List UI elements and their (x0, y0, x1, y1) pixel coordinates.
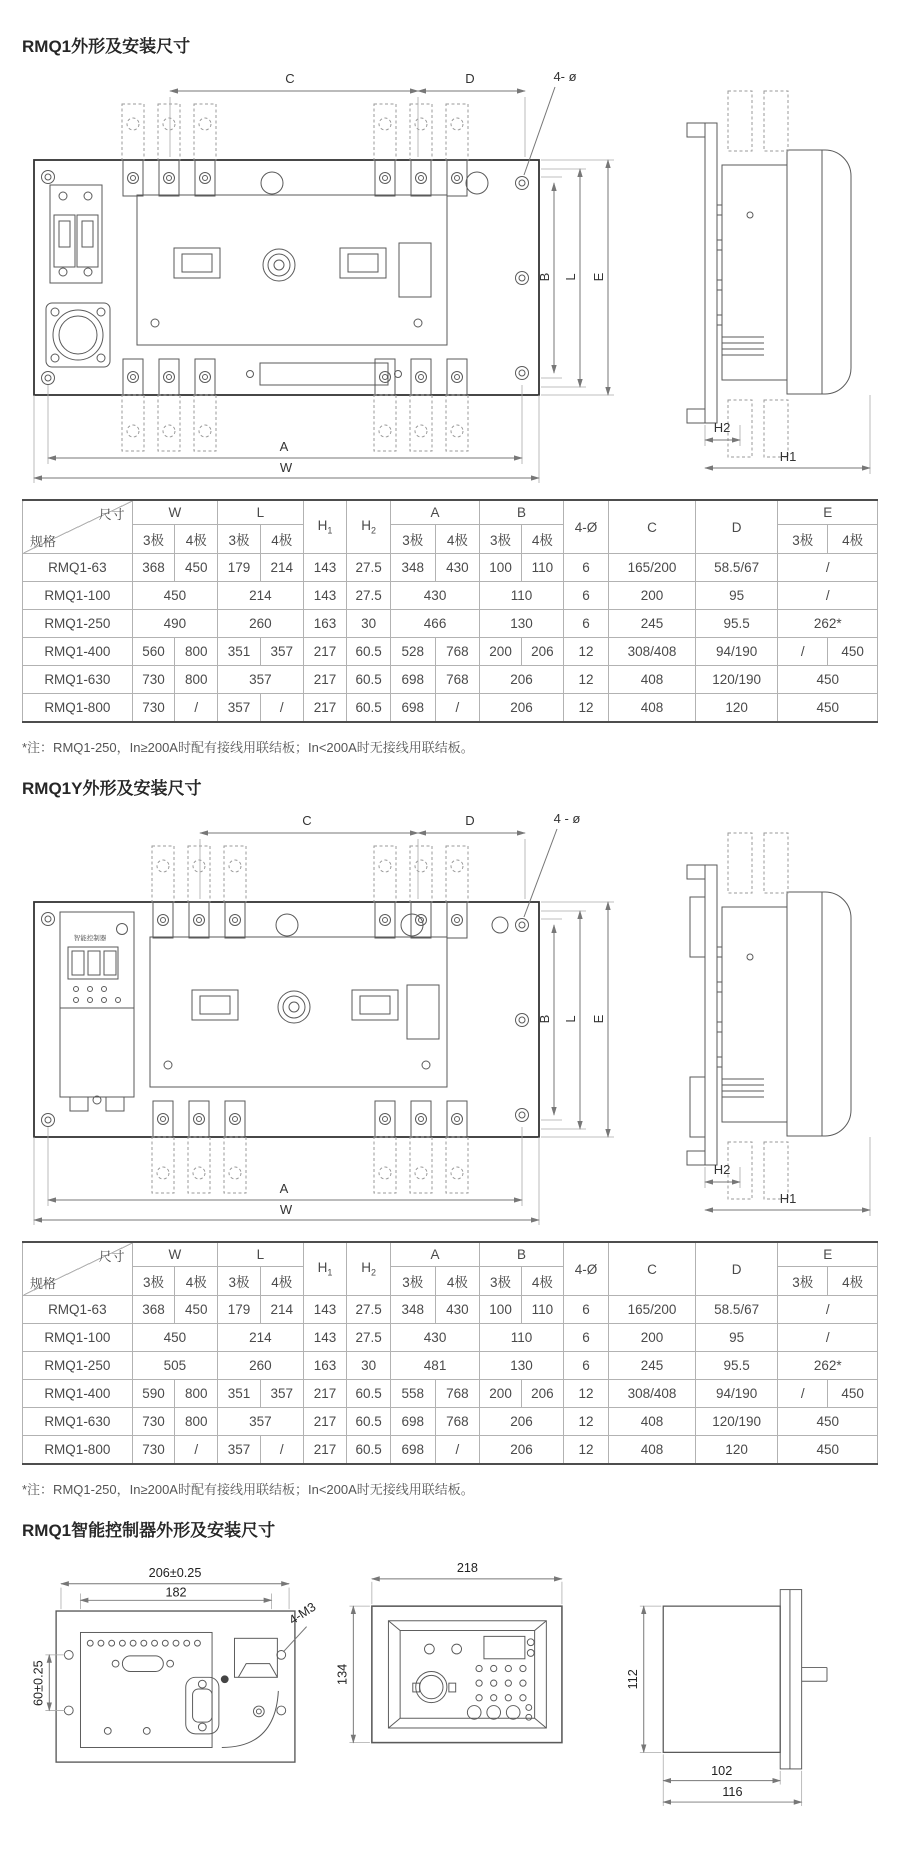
dim-B: B (537, 1014, 552, 1024)
dim-value: 200 (609, 1324, 695, 1352)
controller-rear-view (22, 1549, 324, 1829)
dim-value: 27.5 (347, 582, 391, 610)
dim-value: 6 (563, 1352, 609, 1380)
dim-value: 27.5 (347, 1324, 391, 1352)
controller-front-view (328, 1549, 591, 1829)
dim-value: 450 (132, 1324, 218, 1352)
dim-value: 60.5 (347, 1380, 391, 1408)
dim-value: 110 (480, 1324, 564, 1352)
col-header: D (695, 1242, 778, 1296)
dim-value: 200 (480, 638, 522, 666)
col-subheader: 3极 (778, 1267, 828, 1296)
dim-value: 408 (609, 1408, 695, 1436)
rmq1y-outline-drawing (22, 807, 878, 1227)
model-label: RMQ1-63 (23, 554, 133, 582)
table-row (23, 610, 878, 638)
dim-value: 217 (303, 694, 347, 723)
dim-4o: 4 - ø (553, 811, 581, 826)
dim-value: 6 (563, 1296, 609, 1324)
col-subheader: 3极 (390, 525, 435, 554)
dim-value: 95 (695, 1324, 778, 1352)
rmq1y-table-mount (22, 1241, 878, 1465)
dim-60: 60±0.25 (31, 1660, 46, 1706)
dim-value: 60.5 (347, 694, 391, 723)
dim-value: 130 (480, 610, 564, 638)
dim-H2: H2 (713, 420, 731, 435)
dim-value: 698 (390, 1436, 435, 1465)
dim-value: 558 (390, 1380, 435, 1408)
dim-value: / (778, 1380, 828, 1408)
col-header: $H_1$ (303, 500, 347, 554)
col-header: W (132, 1242, 218, 1267)
dim-value: 95.5 (695, 610, 778, 638)
dim-value: 179 (218, 1296, 261, 1324)
dim-206: 206±0.25 (148, 1565, 202, 1580)
dim-H1: H1 (779, 1191, 797, 1206)
dim-value: 30 (347, 610, 391, 638)
col-header: B (480, 1242, 564, 1267)
dim-value: 450 (778, 1436, 878, 1465)
dim-value: 430 (390, 1324, 479, 1352)
dim-value: 430 (390, 582, 479, 610)
dim-value: 368 (132, 554, 175, 582)
dim-value: 560 (132, 638, 175, 666)
dim-value: 206 (480, 1436, 564, 1465)
model-label: RMQ1-400 (23, 1380, 133, 1408)
dim-value: 217 (303, 1436, 347, 1465)
controller-side-view (595, 1549, 878, 1829)
dim-L: L (563, 1015, 578, 1023)
dim-value: 30 (347, 1352, 391, 1380)
col-header: L (218, 1242, 304, 1267)
table-row (23, 638, 878, 666)
dim-value: 214 (260, 554, 303, 582)
dim-value: 450 (132, 582, 218, 610)
dim-value: 200 (480, 1380, 522, 1408)
dim-value: 6 (563, 554, 609, 582)
dim-value: 60.5 (347, 1436, 391, 1465)
table-row (23, 1352, 878, 1380)
dim-value: 698 (390, 694, 435, 723)
dim-value: 357 (218, 694, 261, 723)
col-subheader: 3极 (218, 525, 261, 554)
dim-E: E (591, 1014, 606, 1024)
col-subheader: 3极 (480, 525, 522, 554)
dim-value: 110 (521, 554, 563, 582)
dim-value: 143 (303, 1296, 347, 1324)
dim-value: / (260, 1436, 303, 1465)
front-view (34, 846, 539, 1193)
dim-value: / (778, 1324, 878, 1352)
dim-218: 218 (456, 1561, 479, 1576)
dim-value: 120 (695, 694, 778, 723)
dim-value: 130 (480, 1352, 564, 1380)
model-label: RMQ1-800 (23, 694, 133, 723)
dim-value: 450 (778, 666, 878, 694)
dim-value: 800 (175, 638, 218, 666)
dim-value: / (778, 1296, 878, 1324)
dim-value: 368 (132, 1296, 175, 1324)
dim-value: 179 (218, 554, 261, 582)
col-header: A (390, 1242, 479, 1267)
dim-value: 58.5/67 (695, 554, 778, 582)
dim-value: 214 (218, 582, 304, 610)
dim-value: 450 (175, 1296, 218, 1324)
dim-value: 357 (218, 666, 304, 694)
aux-breaker (50, 185, 102, 283)
dim-value: 6 (563, 610, 609, 638)
rmq1-outline-drawing (22, 65, 878, 485)
dim-value: 110 (521, 1296, 563, 1324)
col-subheader: 4极 (521, 1267, 563, 1296)
col-header: D (695, 500, 778, 554)
dim-value: 260 (218, 1352, 304, 1380)
dim-value: 450 (175, 554, 218, 582)
dim-D: D (465, 71, 475, 86)
col-header: $H_2$ (347, 500, 391, 554)
dim-value: 590 (132, 1380, 175, 1408)
dim-value: 730 (132, 1408, 175, 1436)
dim-value: 357 (218, 1436, 261, 1465)
dim-value: 481 (390, 1352, 479, 1380)
round-connector (46, 303, 110, 367)
dim-value: 94/190 (695, 1380, 778, 1408)
dim-value: 357 (218, 1408, 304, 1436)
dim-value: 800 (175, 666, 218, 694)
dim-value: 143 (303, 582, 347, 610)
dim-value: 60.5 (347, 638, 391, 666)
dim-value: 430 (435, 1296, 480, 1324)
table-row (23, 1408, 878, 1436)
dim-value: 408 (609, 666, 695, 694)
model-label: RMQ1-100 (23, 1324, 133, 1352)
note-2: *注：RMQ1-250，In≥200A时配有接线用联结板；In<200A时无接线用联结板。 (22, 1482, 474, 1497)
model-label: RMQ1-63 (23, 1296, 133, 1324)
dim-value: 143 (303, 1324, 347, 1352)
col-subheader: 3极 (132, 1267, 175, 1296)
dim-L: L (563, 273, 578, 281)
section2-title: RMQ1Y外形及安装尺寸 (22, 779, 202, 798)
dim-value: 217 (303, 666, 347, 694)
dim-value: 100 (480, 554, 522, 582)
col-subheader: 3极 (132, 525, 175, 554)
rmq1-drawing-svg (22, 65, 878, 485)
col-subheader: 4极 (435, 525, 480, 554)
col-subheader: 4极 (175, 525, 218, 554)
col-header: C (609, 500, 695, 554)
model-label: RMQ1-250 (23, 1352, 133, 1380)
dim-4o: 4- ø (553, 69, 577, 84)
col-header: $H_2$ (347, 1242, 391, 1296)
dim-value: 12 (563, 666, 609, 694)
model-label: RMQ1-800 (23, 1436, 133, 1465)
dim-value: 450 (828, 1380, 878, 1408)
dim-102: 102 (711, 1763, 733, 1778)
col-header: E (778, 500, 878, 525)
dim-value: 450 (828, 638, 878, 666)
table-row (23, 694, 878, 723)
rmq1y-dimension-table (22, 1241, 878, 1465)
model-label: RMQ1-630 (23, 666, 133, 694)
dim-value: 357 (260, 1380, 303, 1408)
dim-value: 357 (260, 638, 303, 666)
dimensions-front (34, 69, 614, 483)
dim-116: 116 (722, 1785, 743, 1800)
col-header: $H_1$ (303, 1242, 347, 1296)
dim-value: 12 (563, 1408, 609, 1436)
dim-value: 94/190 (695, 638, 778, 666)
col-subheader: 4极 (435, 1267, 480, 1296)
col-header: 4-Ø (563, 500, 609, 554)
dim-value: 430 (435, 554, 480, 582)
dim-value: 800 (175, 1408, 218, 1436)
dim-value: 408 (609, 1436, 695, 1465)
dim-value: 95 (695, 582, 778, 610)
dim-value: 12 (563, 1380, 609, 1408)
dim-value: 214 (218, 1324, 304, 1352)
dim-value: 308/408 (609, 638, 695, 666)
col-subheader: 4极 (175, 1267, 218, 1296)
dim-112: 112 (626, 1669, 641, 1690)
dim-value: 6 (563, 1324, 609, 1352)
dim-value: 214 (260, 1296, 303, 1324)
dim-value: 450 (778, 1408, 878, 1436)
front-view (34, 104, 539, 451)
model-label: RMQ1-400 (23, 638, 133, 666)
corner-header (23, 1242, 133, 1296)
dim-value: 262* (778, 610, 878, 638)
corner-header (23, 500, 133, 554)
col-subheader: 4极 (260, 525, 303, 554)
table-row (23, 1380, 878, 1408)
dim-value: 120/190 (695, 666, 778, 694)
dim-value: 768 (435, 1408, 480, 1436)
dim-value: 466 (390, 610, 479, 638)
dim-value: 163 (303, 1352, 347, 1380)
dim-value: 217 (303, 1380, 347, 1408)
dim-value: 348 (390, 1296, 435, 1324)
section3-title: RMQ1智能控制器外形及安装尺寸 (22, 1521, 276, 1540)
dim-D: D (465, 813, 475, 828)
dim-value: 143 (303, 554, 347, 582)
side-view (687, 833, 870, 1216)
col-subheader: 3极 (480, 1267, 522, 1296)
table-row (23, 1324, 878, 1352)
dim-value: 768 (435, 1380, 480, 1408)
dim-E: E (591, 272, 606, 282)
dim-value: / (778, 638, 828, 666)
dim-value: / (260, 694, 303, 723)
col-header: E (778, 1242, 878, 1267)
col-header: L (218, 500, 304, 525)
dim-value: 730 (132, 1436, 175, 1465)
rmq1-table-mount (22, 499, 878, 723)
dim-value: / (435, 1436, 480, 1465)
dim-value: 260 (218, 610, 304, 638)
dim-value: 800 (175, 1380, 218, 1408)
corner-bottom-label: 规格 (30, 534, 57, 549)
dim-value: 408 (609, 694, 695, 723)
dim-134: 134 (335, 1663, 350, 1685)
dim-value: 206 (521, 638, 563, 666)
dim-W: W (279, 460, 293, 475)
col-subheader: 4极 (521, 525, 563, 554)
dim-C: C (285, 71, 295, 86)
dim-value: 262* (778, 1352, 878, 1380)
dim-value: 120 (695, 1436, 778, 1465)
corner-bottom-label: 规格 (30, 1276, 57, 1291)
dim-value: 58.5/67 (695, 1296, 778, 1324)
dim-value: 768 (435, 666, 480, 694)
dim-value: 528 (390, 638, 435, 666)
dim-value: 217 (303, 638, 347, 666)
model-label: RMQ1-630 (23, 1408, 133, 1436)
dim-value: 163 (303, 610, 347, 638)
dim-value: 200 (609, 582, 695, 610)
dim-value: 60.5 (347, 1408, 391, 1436)
dim-H1: H1 (779, 449, 797, 464)
dim-value: / (778, 554, 878, 582)
table-row (23, 1436, 878, 1465)
corner-top-label: 尺寸 (98, 1249, 125, 1264)
table-row (23, 582, 878, 610)
col-subheader: 3极 (390, 1267, 435, 1296)
dim-value: 245 (609, 1352, 695, 1380)
controller-label: 智能控制器 (73, 935, 107, 942)
dim-value: 698 (390, 666, 435, 694)
dim-B: B (537, 272, 552, 282)
dim-value: 730 (132, 694, 175, 723)
section1-title: RMQ1外形及安装尺寸 (22, 37, 191, 56)
col-header: W (132, 500, 218, 525)
col-subheader: 4极 (260, 1267, 303, 1296)
col-header: 4-Ø (563, 1242, 609, 1296)
dim-value: 60.5 (347, 666, 391, 694)
dim-value: 490 (132, 610, 218, 638)
dim-value: 450 (778, 694, 878, 723)
intelligent-controller (60, 912, 134, 1111)
dim-182: 182 (165, 1585, 187, 1600)
table-row (23, 666, 878, 694)
dim-A: A (279, 1181, 289, 1196)
controller-drawings (22, 1549, 878, 1829)
dim-value: 165/200 (609, 554, 695, 582)
dim-value: 206 (480, 666, 564, 694)
col-subheader: 3极 (778, 525, 828, 554)
dim-value: / (175, 694, 218, 723)
dim-value: 351 (218, 638, 261, 666)
dim-value: 12 (563, 638, 609, 666)
note-1: *注：RMQ1-250，In≥200A时配有接线用联结板；In<200A时无接线用联结板。 (22, 740, 474, 755)
dim-value: 308/408 (609, 1380, 695, 1408)
col-header: C (609, 1242, 695, 1296)
dim-H2: H2 (713, 1162, 731, 1177)
dim-value: 348 (390, 554, 435, 582)
rmq1-dimension-table (22, 499, 878, 723)
col-header: A (390, 500, 479, 525)
dim-A: A (279, 439, 289, 454)
dim-value: 110 (480, 582, 564, 610)
dim-value: 698 (390, 1408, 435, 1436)
col-subheader: 4极 (828, 525, 878, 554)
dim-value: 27.5 (347, 1296, 391, 1324)
dim-value: 206 (480, 694, 564, 723)
dimensions-front (34, 811, 614, 1225)
col-header: B (480, 500, 564, 525)
model-label: RMQ1-100 (23, 582, 133, 610)
dim-C: C (302, 813, 312, 828)
dim-value: 206 (521, 1380, 563, 1408)
dim-W: W (279, 1202, 293, 1217)
dim-value: 206 (480, 1408, 564, 1436)
col-subheader: 4极 (828, 1267, 878, 1296)
corner-top-label: 尺寸 (98, 507, 125, 522)
table-row (23, 554, 878, 582)
table-row (23, 1296, 878, 1324)
dim-value: 768 (435, 638, 480, 666)
dim-value: 12 (563, 694, 609, 723)
dim-value: 505 (132, 1352, 218, 1380)
dim-value: 27.5 (347, 554, 391, 582)
col-subheader: 3极 (218, 1267, 261, 1296)
dim-value: 95.5 (695, 1352, 778, 1380)
dim-value: / (778, 582, 878, 610)
side-view (687, 91, 870, 474)
dim-value: 165/200 (609, 1296, 695, 1324)
dim-value: 12 (563, 1436, 609, 1465)
dim-value: 120/190 (695, 1408, 778, 1436)
model-label: RMQ1-250 (23, 610, 133, 638)
dim-value: 730 (132, 666, 175, 694)
rmq1y-drawing-svg (22, 807, 878, 1227)
dim-4m3: 4-M3 (286, 1599, 319, 1628)
dim-value: / (435, 694, 480, 723)
dim-value: 6 (563, 582, 609, 610)
dim-value: 351 (218, 1380, 261, 1408)
dim-value: / (175, 1436, 218, 1465)
dim-value: 100 (480, 1296, 522, 1324)
dim-value: 217 (303, 1408, 347, 1436)
dim-value: 245 (609, 610, 695, 638)
